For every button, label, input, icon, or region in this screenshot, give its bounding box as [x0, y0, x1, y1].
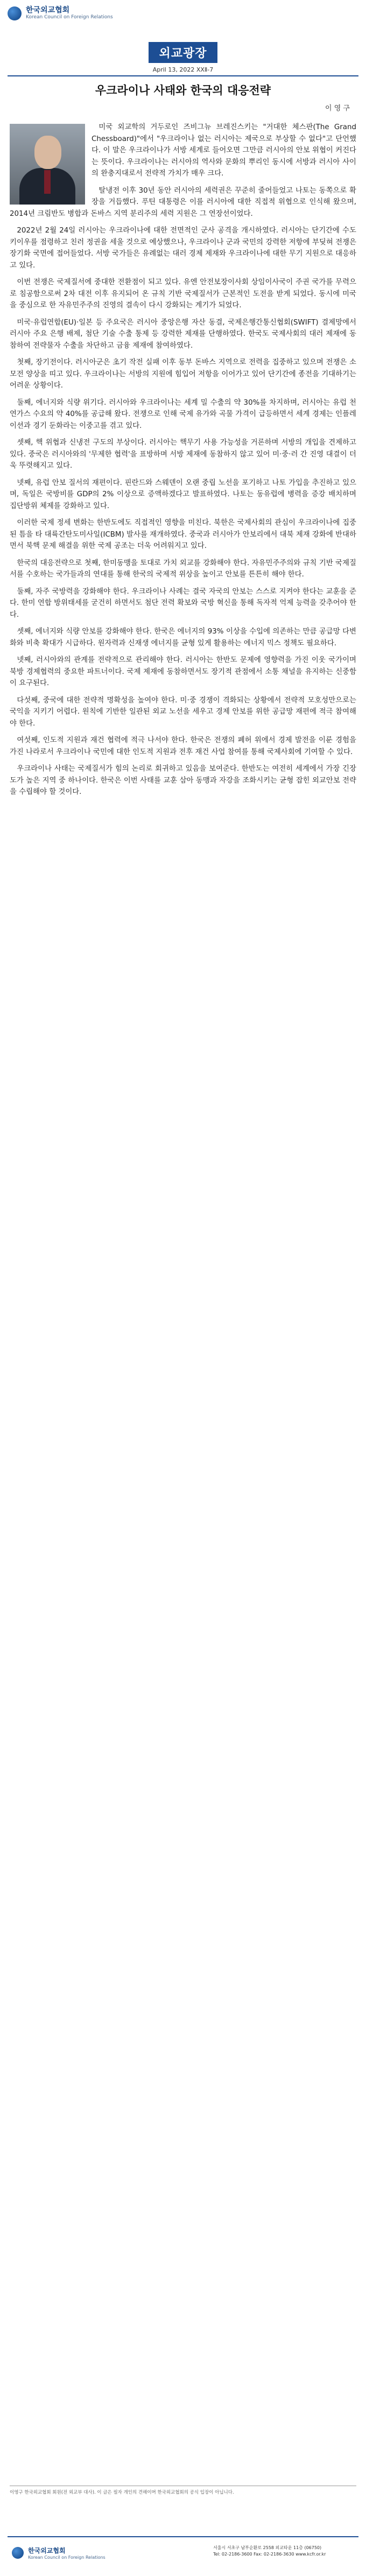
article-body: [10, 122, 356, 804]
footer-address: 서울시 서초구 남부순환로 2558 외교타운 11층 (06750): [213, 2545, 322, 2550]
issue-date: April 13, 2022 XXⅡ-7: [152, 66, 214, 73]
org-name-ko: 한국외교협회: [26, 6, 70, 15]
article-paragraph: 한국의 대응전략으로 첫째, 한미동맹을 토대로 가치 외교를 강화해야 한다. 자유민주주의와 규칙 기반 국제질서를 수호하는 국가들과의 연대를 통해 한국의 국제적 위상을 높이고 안보를 튼튼히 해야 한다.: [10, 559, 356, 579]
header-divider: [8, 75, 358, 76]
footer-contact: Tel: 02-2186-3600 Fax: 02-2186-3630 www.kcfr.or.kr: [213, 2552, 326, 2557]
page-footer: [8, 2536, 358, 2570]
footer-org-name-en: Korean Council on Foreign Relations: [28, 2555, 105, 2560]
article-paragraph: 탈냉전 이후 30년 동안 러시아의 세력권은 꾸준히 줄어들었고 나토는 동쪽으로 확장을 거듭했다. 푸틴 대통령은 이를 러시아에 대한 직접적 위협으로 인식해 왔으며, 2014년 크림반도 병합과 돈바스 지역 분리주의 세력 지원은 그 연장선이었다.: [10, 186, 356, 218]
footer-org-name-ko: 한국외교협회: [28, 2547, 66, 2554]
emblem-icon: [8, 6, 22, 20]
article-paragraph: 셋째, 에너지와 식량 안보를 강화해야 한다. 한국은 에너지의 93% 이상을 수입에 의존하는 만큼 공급망 다변화와 비축 확대가 시급하다. 원자력과 신재생 에너지를 균형 있게 활용하는 에너지 믹스 정책도 필요하다.: [10, 628, 356, 647]
article-paragraph: 이러한 국제 정세 변화는 한반도에도 직접적인 영향을 미친다. 북한은 국제사회의 관심이 우크라이나에 집중된 틈을 타 대륙간탄도미사일(ICBM) 발사를 재개하였다. 중국과 러시아가 안보리에서 대북 제재 강화에 반대하면서 북핵 문제 해결을 위한 국제 공조는 더욱 어려워지고 있다.: [10, 519, 356, 550]
article-paragraph: 첫째, 장기전이다. 러시아군은 초기 작전 실패 이후 동부 돈바스 지역으로 전력을 집중하고 있으며 전쟁은 소모전 양상을 띠고 있다. 우크라이나는 서방의 지원에 힘입어 저항을 이어가고 있어 단기간에 종전을 기대하기는 어려운 상황이다.: [10, 358, 356, 390]
footer-address-block: [213, 2545, 353, 2558]
article-paragraph: 다섯째, 중국에 대한 전략적 명확성을 높여야 한다. 미·중 경쟁이 격화되는 상황에서 전략적 모호성만으로는 국익을 지키기 어렵다. 원칙에 기반한 일관된 외교 노선을 세우고 경제 안보를 위한 공급망 재편에 적극 참여해야 한다.: [10, 696, 356, 728]
article-paragraph: 둘째, 에너지와 식량 위기다. 러시아와 우크라이나는 세계 밀 수출의 약 30%를 차지하며, 러시아는 유럽 천연가스 수요의 약 40%를 공급해 왔다. 전쟁으로 인해 국제 유가와 곡물 가격이 급등하면서 세계 경제는 인플레이션과 경기 둔화라는 이중고를 겪고 있다.: [10, 398, 356, 430]
org-name-en: Korean Council on Foreign Relations: [26, 14, 113, 20]
masthead: [149, 42, 217, 73]
article-paragraph: 우크라이나 사태는 국제질서가 힘의 논리로 회귀하고 있음을 보여준다. 한반도는 여전히 세계에서 가장 긴장도가 높은 지역 중 하나이다. 한국은 이번 사태를 교훈 삼아 동맹과 자강을 조화시키는 균형 잡힌 외교안보 전략을 수립해야 할 것이다.: [10, 765, 356, 796]
article-footnote: 이영구 한국외교협회 회원(전 외교부 대사). 이 글은 필자 개인의 견해이며 한국외교협회의 공식 입장이 아닙니다.: [10, 2486, 356, 2496]
article-paragraph: 셋째, 핵 위협과 신냉전 구도의 부상이다. 러시아는 핵무기 사용 가능성을 거론하며 서방의 개입을 견제하고 있다. 중국은 러시아와의 '무제한 협력'을 표방하며 서방 제재에 동참하지 않고 있어 미·중·러 간 진영 대결이 더욱 뚜렷해지고 있다.: [10, 439, 356, 470]
article-paragraph: 넷째, 러시아와의 관계를 전략적으로 관리해야 한다. 러시아는 한반도 문제에 영향력을 가진 이웃 국가이며 북방 경제협력의 중요한 파트너이다. 국제 제재에 동참하면서도 장기적 관점에서 소통 채널을 유지하는 신중함이 요구된다.: [10, 656, 356, 687]
article-paragraph: 미국 외교학의 거두로인 즈비그뉴 브레진스키는 "거대한 체스판(The Grand Chessboard)"에서 "우크라이나 없는 러시아는 제국으로 부상할 수 없다"고 단언했다. 이 말은 우크라이나가 서방 세계로 들어오면 그만큼 러시아의 안보 위협이 커진다는 뜻이다. 우크라이나는 러시아의 역사와 문화의 뿌리인 동시에 서방과 러시아 사이의 완충지대로서 전략적 가치가 매우 크다.: [92, 123, 356, 178]
footer-logo: [12, 2546, 105, 2560]
article-headline: 우크라이나 사태와 한국의 대응전략: [95, 84, 271, 97]
article-paragraph: 여섯째, 인도적 지원과 재건 협력에 적극 나서야 한다. 한국은 전쟁의 폐허 위에서 경제 발전을 이룬 경험을 가진 나라로서 우크라이나 국민에 대한 인도적 지원과 전후 재건 사업 참여를 통해 국제사회에 기여할 수 있다.: [10, 736, 356, 756]
article-paragraph: 이번 전쟁은 국제질서에 중대한 전환점이 되고 있다. 유엔 안전보장이사회 상임이사국이 주권 국가를 무력으로 침공함으로써 2차 대전 이후 유지되어 온 규칙 기반 국제질서가 근본적인 도전을 받게 되었다. 동시에 미국을 중심으로 한 자유민주주의 진영의 결속이 다시 강화되는 계기가 되었다.: [10, 278, 356, 309]
article-paragraph: 둘째, 자주 국방력을 강화해야 한다. 우크라이나 사례는 결국 자국의 안보는 스스로 지켜야 한다는 교훈을 준다. 한미 연합 방위태세를 굳건히 하면서도 첨단 전력 확보와 국방 혁신을 통해 독자적 억제 능력을 갖추어야 한다.: [10, 587, 356, 619]
masthead-title: 외교광장: [149, 42, 217, 63]
article-paragraph: 미국·유럽연합(EU)·일본 등 주요국은 러시아 중앙은행 자산 동결, 국제은행간통신협회(SWIFT) 결제망에서 러시아 주요 은행 배제, 첨단 기술 수출 통제 등 강력한 제재를 단행하였다. 한국도 국제사회의 대러 제재에 동참하여 전략물자 수출을 차단하고 금융 제재에 참여하였다.: [10, 318, 356, 350]
article-byline: 이 영 구: [325, 104, 350, 112]
org-logo: [8, 6, 113, 20]
article-paragraph: 넷째, 유럽 안보 질서의 재편이다. 핀란드와 스웨덴이 오랜 중립 노선을 포기하고 나토 가입을 추진하고 있으며, 독일은 국방비를 GDP의 2% 이상으로 증액하겠다고 발표하였다. 나토는 동유럽에 병력을 증강 배치하며 집단방위 체제를 강화하고 있다.: [10, 478, 356, 510]
article-paragraph: 2022년 2월 24일 러시아는 우크라이나에 대한 전면적인 군사 공격을 개시하였다. 러시아는 단기간에 수도 키이우를 점령하고 친러 정권을 세울 것으로 예상했으나, 우크라이나 군과 국민의 강력한 저항에 부딪혀 전쟁은 장기화 국면에 접어들었다. 서방 국가들은 유례없는 대러 경제 제재와 우크라이나에 대한 무기 지원으로 대응하고 있다.: [10, 227, 356, 270]
emblem-icon: [12, 2547, 24, 2559]
